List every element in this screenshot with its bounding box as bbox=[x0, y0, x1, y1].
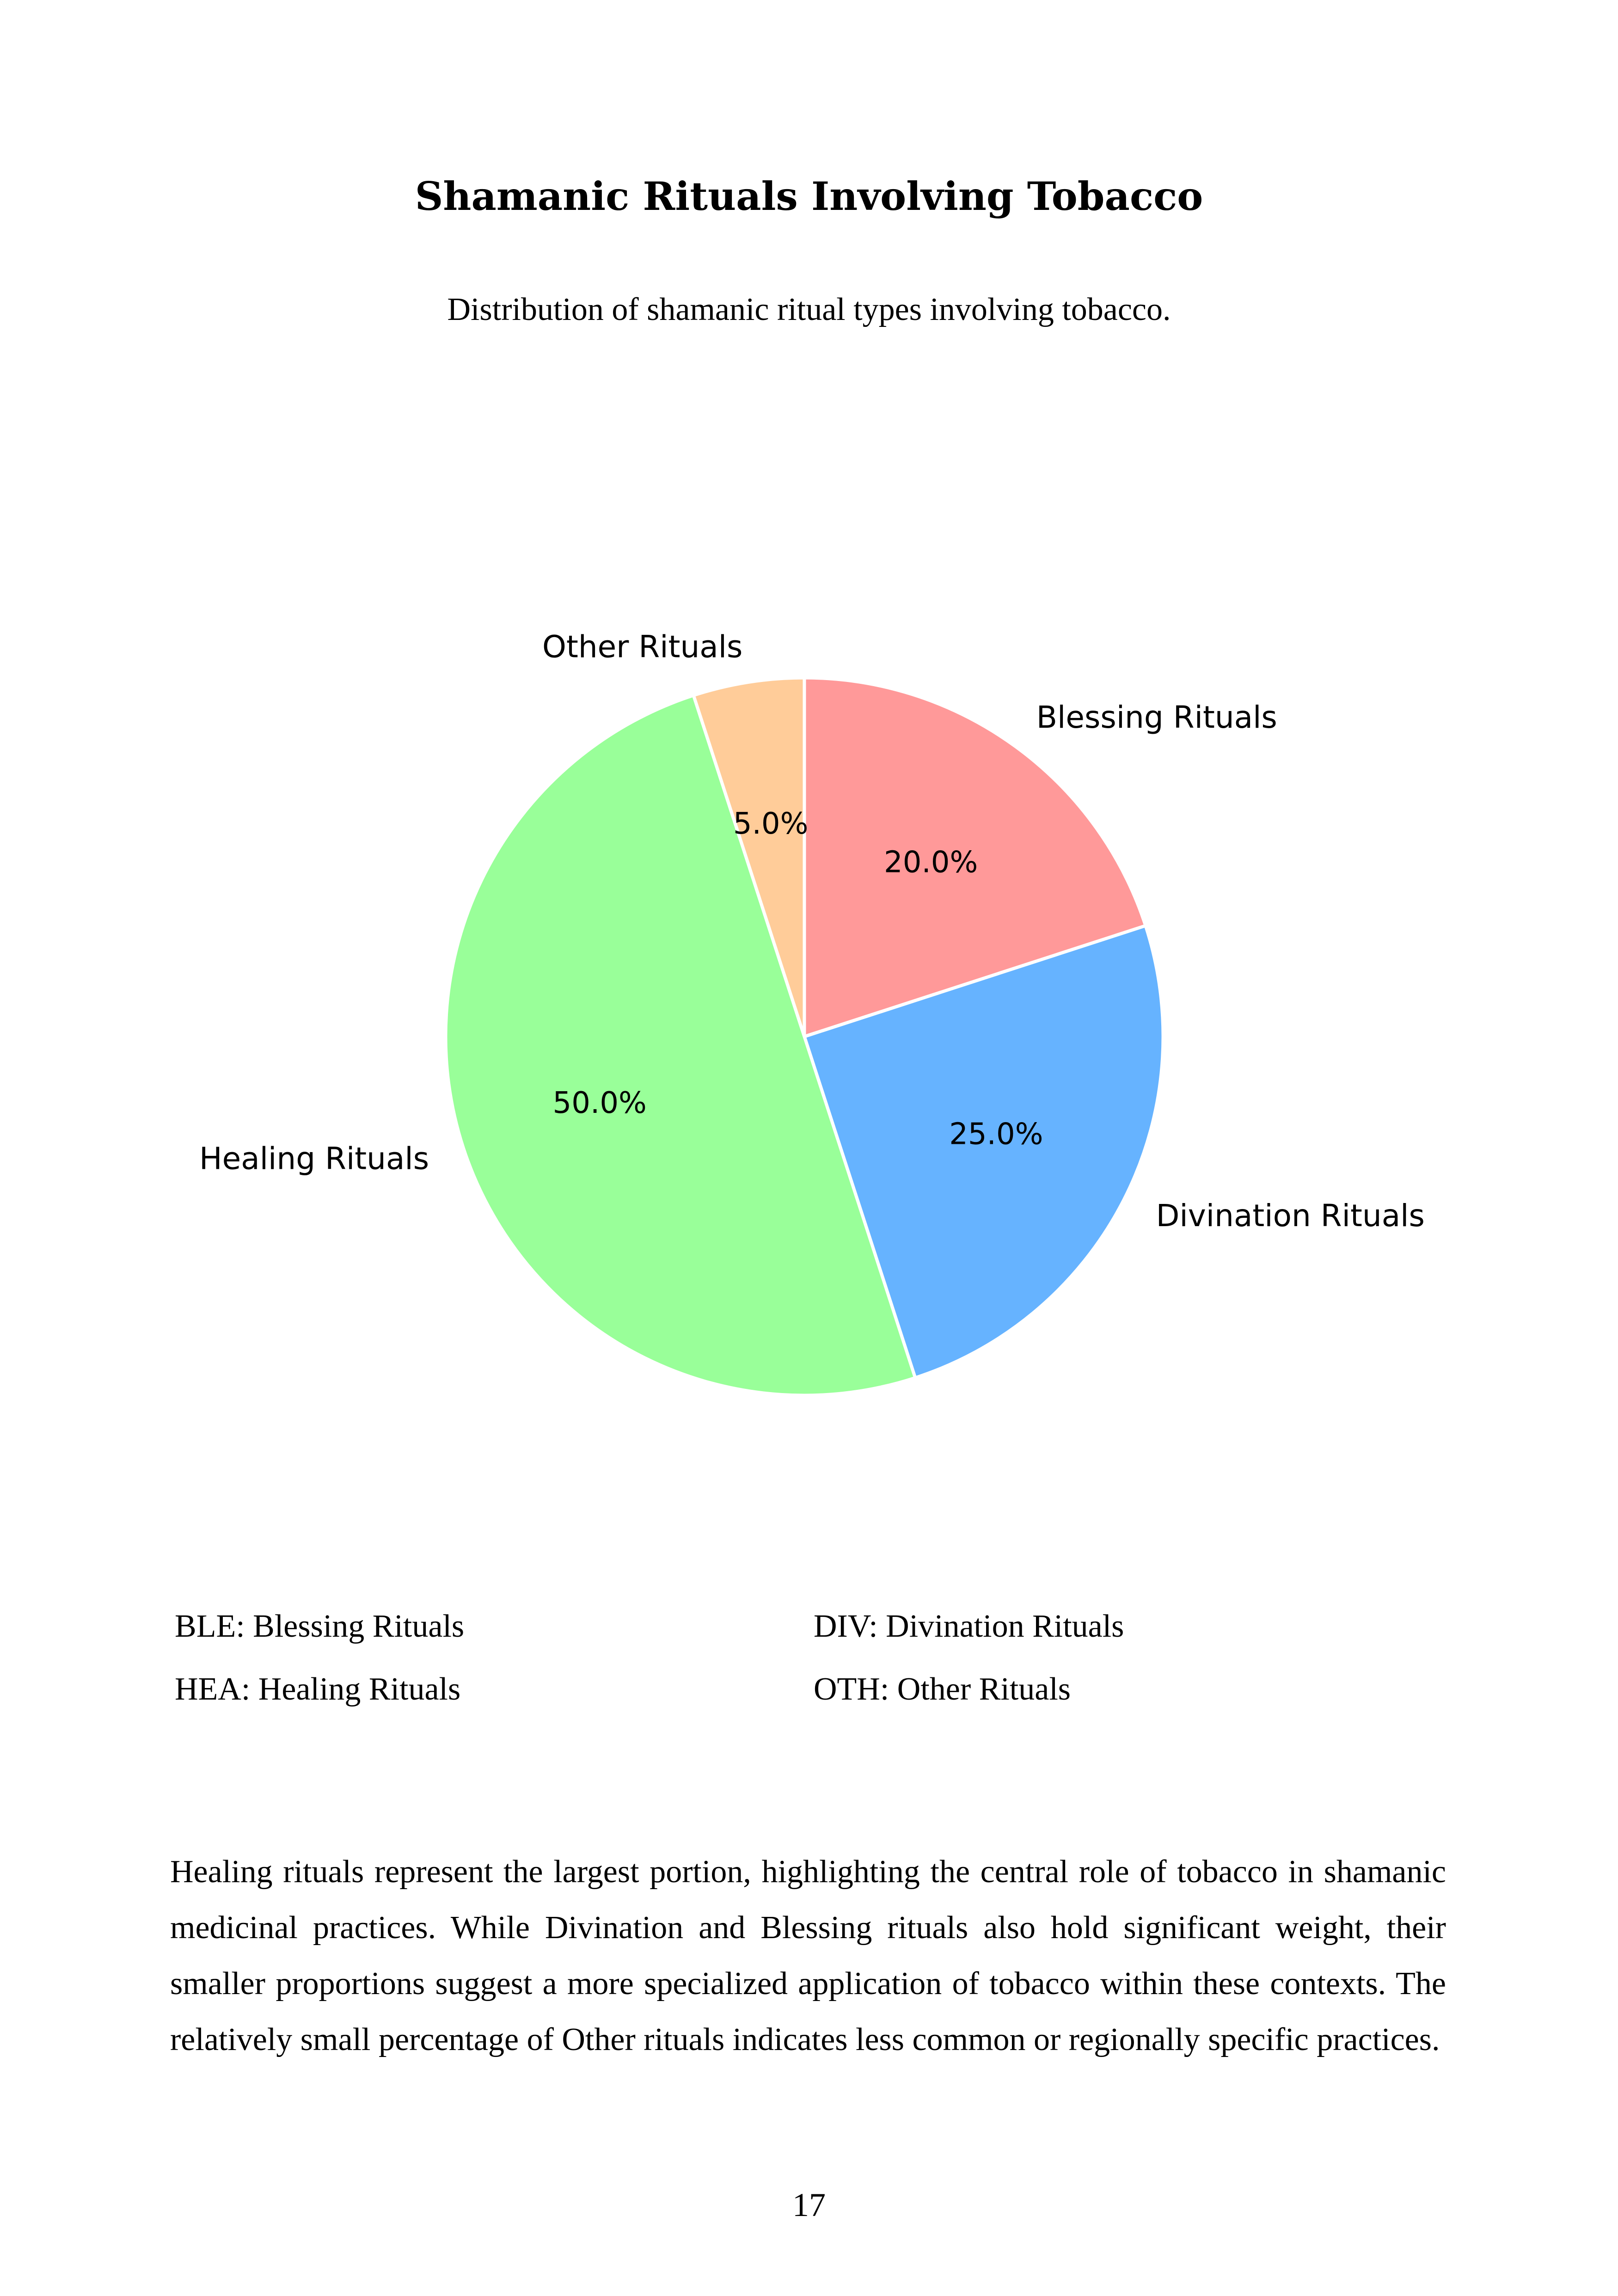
description-paragraph: Healing rituals represent the largest portion, highlighting the central role of tobacco in shamanic medicinal practices. While Divination and Blessing rituals also hold significant weight, their smaller proportions suggest a more specialized application of tobacco within these contexts. The relatively small percentage of Other rituals indicates less common or regionally specific practices. bbox=[170, 1854, 1446, 2057]
legend-item-ble: BLE: Blessing Rituals bbox=[175, 1608, 465, 1644]
chart-subtitle: Distribution of shamanic ritual types involving tobacco. bbox=[447, 292, 1171, 327]
chart-title: Shamanic Rituals Involving Tobacco bbox=[415, 173, 1203, 219]
page-number: 17 bbox=[792, 2186, 826, 2223]
pie-category-label: Divination Rituals bbox=[1156, 1198, 1425, 1234]
pie-percent-label: 25.0% bbox=[949, 1117, 1043, 1152]
legend-item-hea: HEA: Healing Rituals bbox=[175, 1671, 461, 1707]
pie-category-label: Other Rituals bbox=[542, 629, 743, 665]
pie-percent-label: 50.0% bbox=[552, 1086, 647, 1120]
pie-category-label: Blessing Rituals bbox=[1036, 699, 1277, 735]
pie-category-label: Healing Rituals bbox=[199, 1141, 429, 1177]
legend-item-oth: OTH: Other Rituals bbox=[814, 1671, 1071, 1707]
pie-slices bbox=[446, 678, 1163, 1395]
pie-percent-label: 5.0% bbox=[733, 807, 809, 841]
pie-percent-label: 20.0% bbox=[884, 845, 978, 880]
legend-item-div: DIV: Divination Rituals bbox=[814, 1608, 1124, 1644]
